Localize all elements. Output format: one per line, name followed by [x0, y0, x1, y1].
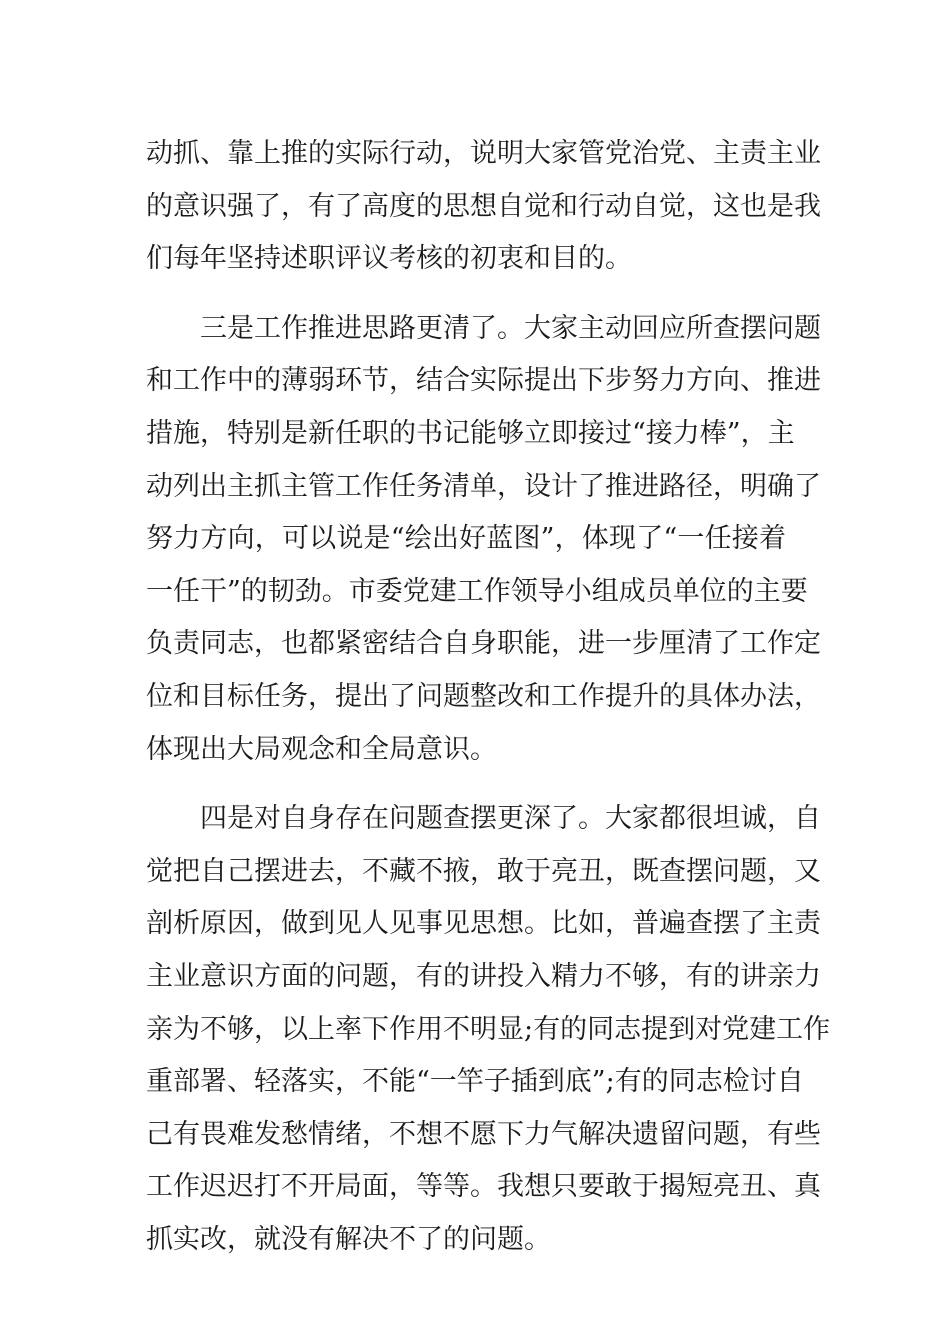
text-line: 和工作中的薄弱环节，结合实际提出下步努力方向、推进 [146, 365, 821, 397]
text-line: 主业意识方面的问题，有的讲投入精力不够，有的讲亲力 [146, 960, 821, 992]
text-line: 四是对自身存在问题查摆更深了。大家都很坦诚，自 [200, 803, 821, 835]
text-line: 动抓、靠上推的实际行动，说明大家管党治党、主责主业 [146, 138, 821, 169]
text-line: 位和目标任务，提出了问题整改和工作提升的具体办法， [146, 680, 821, 712]
text-line: 努力方向，可以说是“绘出好蓝图”，体现了“一任接着 [146, 523, 786, 555]
text-line: 体现出大局观念和全局意识。 [146, 733, 497, 765]
document-body [146, 128, 831, 1266]
paragraph-2 [146, 303, 821, 776]
text-line: 一任干”的韧劲。市委党建工作领导小组成员单位的主要 [146, 575, 808, 607]
text-line: 负责同志，也都紧密结合自身职能，进一步厘清了工作定 [146, 628, 821, 660]
text-line: 己有畏难发愁情绪，不想不愿下力气解决遗留问题，有些 [146, 1118, 821, 1150]
text-line: 工作迟迟打不开局面，等等。我想只要敢于揭短亮丑、真 [146, 1171, 821, 1203]
text-line: 剖析原因，做到见人见事见思想。比如，普遍查摆了主责 [146, 908, 821, 940]
paragraph-spacer [146, 286, 786, 303]
text-line: 觉把自己摆进去，不藏不掖，敢于亮丑，既查摆问题，又 [146, 855, 821, 887]
text-line: 们每年坚持述职评议考核的初衷和目的。 [146, 243, 632, 275]
text-line: 动列出主抓主管工作任务清单，设计了推进路径，明确了 [146, 470, 821, 502]
paragraph-1 [146, 128, 821, 286]
text-line: 亲为不够，以上率下作用不明显;有的同志提到对党建工作 [146, 1013, 831, 1045]
paragraph-spacer [146, 776, 786, 793]
text-line: 措施，特别是新任职的书记能够立即接过“接力棒”，主 [146, 417, 795, 449]
text-line: 重部署、轻落实，不能“一竿子插到底”;有的同志检讨自 [146, 1066, 804, 1098]
paragraph-3 [146, 793, 831, 1266]
text-line: 的意识强了，有了高度的思想自觉和行动自觉，这也是我 [146, 190, 821, 222]
text-line: 三是工作推进思路更清了。大家主动回应所查摆问题 [200, 312, 821, 344]
text-line: 抓实改，就没有解决不了的问题。 [146, 1223, 551, 1255]
